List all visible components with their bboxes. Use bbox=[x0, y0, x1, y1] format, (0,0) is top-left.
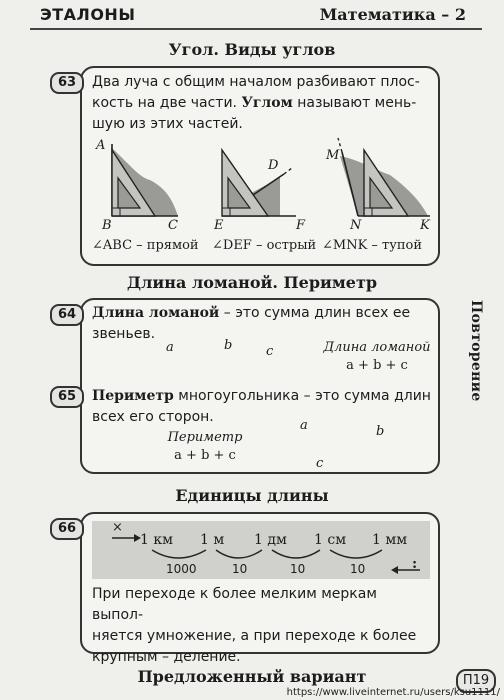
units-rule-text bbox=[92, 584, 432, 668]
polyline-formula-title: Длина ломаной bbox=[323, 340, 431, 355]
triangle-side-b: b bbox=[376, 424, 385, 439]
definition-angle-line2: кость на две части. bbox=[92, 95, 238, 111]
triangle-side-c: c bbox=[316, 456, 324, 471]
factor-m-dm: 10 bbox=[232, 562, 248, 576]
section-title-bottom: Предложенный вариант bbox=[137, 667, 367, 686]
unit-km: 1 км bbox=[140, 532, 173, 548]
definition-polyline-line2: звеньев. bbox=[92, 326, 156, 342]
item-number-66: 66 bbox=[50, 518, 84, 540]
unit-m: 1 м bbox=[200, 532, 225, 548]
term-perimeter: Периметр bbox=[92, 388, 174, 404]
term-angle: Углом bbox=[241, 95, 293, 111]
item-number-65: 65 bbox=[50, 386, 84, 408]
definition-perimeter-line2: всех его сторон. bbox=[92, 409, 214, 425]
section-title-units: Единицы длины bbox=[175, 486, 329, 505]
unit-cm: 1 см bbox=[314, 532, 347, 548]
page-number-badge: П19 bbox=[456, 669, 496, 693]
triangle-side-a: a bbox=[300, 418, 308, 433]
label-point-c: C bbox=[168, 218, 178, 233]
item-number-63: 63 bbox=[50, 72, 84, 94]
item-number-64: 64 bbox=[50, 304, 84, 326]
divide-sign: : bbox=[412, 556, 418, 572]
sidebar-label: Повторение bbox=[468, 300, 484, 402]
definition-angle-line2-end: называют мень- bbox=[297, 95, 417, 111]
header-left: ЭТАЛОНЫ bbox=[40, 5, 136, 24]
definition-angle-line1: Два луча с общим началом разбивают плос- bbox=[92, 74, 420, 90]
label-point-n: N bbox=[350, 218, 362, 233]
label-point-a: A bbox=[96, 138, 106, 153]
term-polyline-length: Длина ломаной bbox=[92, 305, 220, 321]
label-point-e: E bbox=[214, 218, 224, 233]
factor-km-m: 1000 bbox=[166, 562, 197, 576]
definition-angle-line3: шую из этих частей. bbox=[92, 116, 243, 132]
definition-perimeter-rest: многоугольника – это сумма длин bbox=[173, 388, 431, 404]
label-point-k: K bbox=[420, 218, 430, 233]
unit-mm: 1 мм bbox=[372, 532, 408, 548]
caption-acute-angle: ∠DEF – острый bbox=[212, 238, 317, 253]
label-point-m: M bbox=[326, 148, 340, 163]
polyline-seg-b: b bbox=[224, 338, 233, 353]
label-point-d: D bbox=[268, 158, 279, 173]
factor-cm-mm: 10 bbox=[350, 562, 366, 576]
polyline-seg-a: a bbox=[166, 340, 174, 355]
caption-obtuse-angle: ∠MNK – тупой bbox=[322, 238, 423, 253]
units-rule-line1: При переходе к более мелким меркам выпол- bbox=[92, 586, 377, 623]
perimeter-formula: a + b + c bbox=[174, 448, 236, 463]
polyline-seg-c: c bbox=[266, 344, 274, 359]
section-title-perimeter: Длина ломаной. Периметр bbox=[126, 273, 378, 292]
unit-dm: 1 дм bbox=[254, 532, 287, 548]
polyline-formula: a + b + c bbox=[346, 358, 408, 373]
perimeter-formula-title: Периметр bbox=[167, 430, 243, 445]
label-point-f: F bbox=[296, 218, 306, 233]
multiply-sign: × bbox=[112, 520, 123, 535]
definition-polyline-rest: – это сумма длин всех ее bbox=[219, 305, 411, 321]
header-right: Математика – 2 bbox=[319, 5, 466, 24]
source-url: https://www.liveinternet.ru/users/ksu1111/ bbox=[286, 687, 500, 698]
label-point-b: B bbox=[102, 218, 112, 233]
caption-right-angle: ∠ABC – прямой bbox=[92, 238, 199, 253]
units-rule-line2: няется умножение, а при переходе к более bbox=[92, 628, 417, 644]
section-title-angles: Угол. Виды углов bbox=[168, 40, 336, 59]
factor-dm-cm: 10 bbox=[290, 562, 306, 576]
units-rule-line3: крупным – деление. bbox=[92, 649, 241, 665]
